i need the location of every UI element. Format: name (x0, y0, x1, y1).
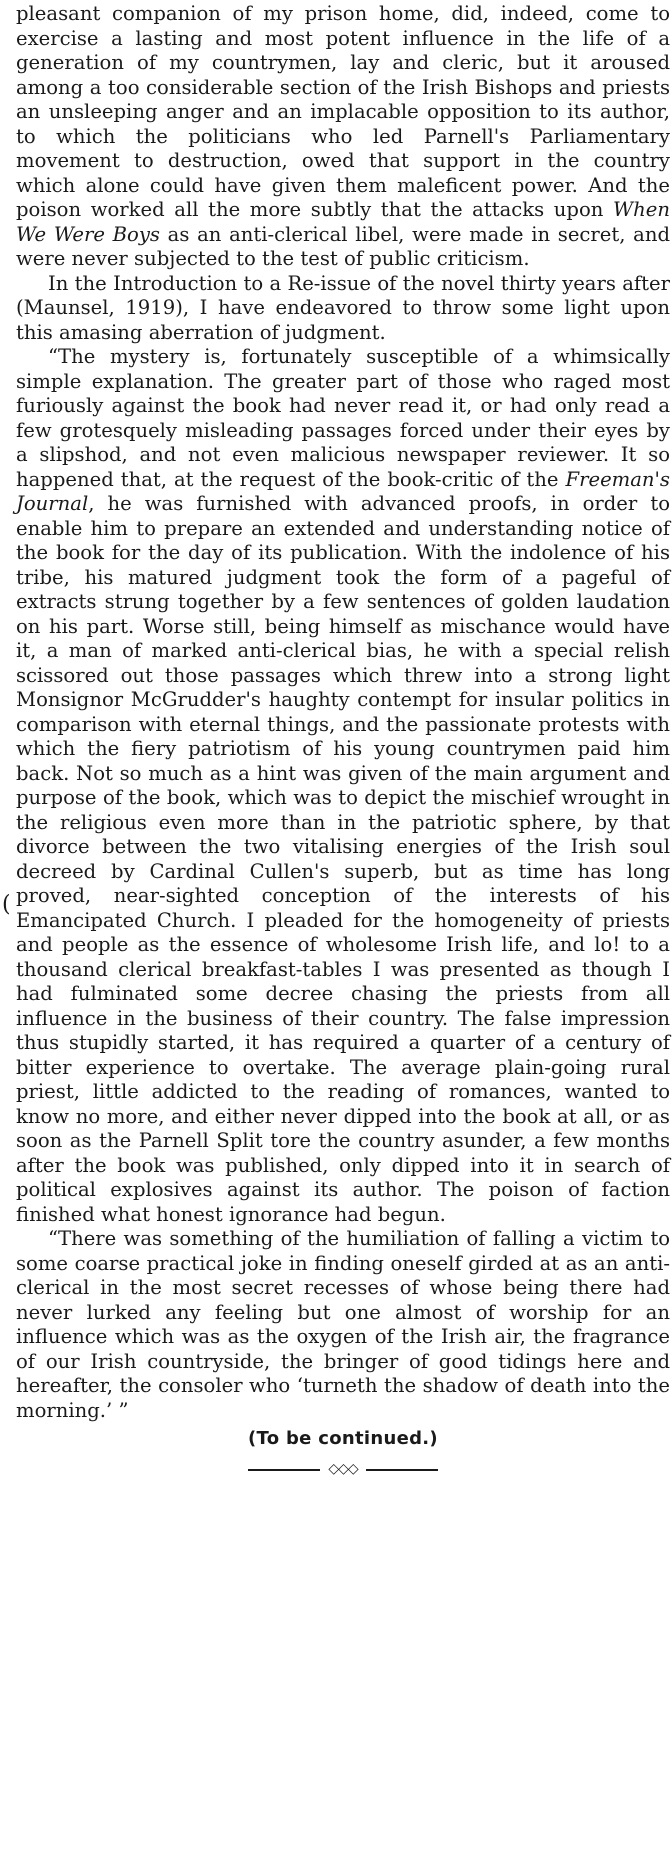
paragraph-text: pleasant companion of my prison home, did, indeed, come to exercise a lasting and most potent influence in the life of a generation of my countrymen, lay and cleric, but it aroused among a too considerable section of the Irish Bishops and priests an unsleeping anger and an implacable opposition to its author, to which the politicians who led Parnell's Parliamentary movement to destruction, owed that support in the country which alone could have given them maleficent power. And the poison worked all the more subtly that the attacks upon (16, 2, 670, 221)
divider-line-right (366, 1469, 438, 1471)
paragraph-quote-mystery (16, 345, 670, 1227)
paragraph-continuation (16, 2, 670, 272)
paragraph-text: “There was something of the humiliation of falling a victim to some coarse practical joke in finding oneself girded at as an anti-clerical in the most secret recesses of whose being there had never lurked any feeling but one almost of worship for an influence which was as the oxygen of the Irish air, the fragrance of our Irish countryside, the bringer of good tidings here and hereafter, the consoler who ‘turneth the shadow of death into the morning.’ ” (16, 1227, 670, 1422)
section-divider (248, 1462, 438, 1476)
paragraph-introduction (16, 272, 670, 346)
continued-note: (To be continued.) (248, 1428, 438, 1449)
diamond-ornament-icon: ◇◇◇ (328, 1460, 358, 1477)
margin-bracket-mark: ( (2, 892, 11, 917)
article-page (16, 2, 670, 1476)
journal-title: Freeman's Journal (16, 467, 670, 515)
divider-line-left (248, 1469, 320, 1471)
paragraph-text: “The mystery is, fortunately susceptible of a whimsically simple explanation. The greater part of those who raged most furiously against the book had never read it, or had only read a few grotesquely misleading passages forced under their eyes by a slipshod, and not even malicious newspaper reviewer. It so happened that, at the request of the book-critic of the (16, 345, 670, 491)
paragraph-text: as an anti-clerical libel, were made in secret, and were never subjected to the test of public criticism. (16, 222, 671, 270)
paragraph-text: In the Introduction to a Re-issue of the novel thirty years after (Maunsel, 1919), I have endeavored to throw some light upon this amasing aberration of judgment. (16, 271, 670, 344)
paragraph-text: , he was furnished with advanced proofs, in order to enable him to prepare an extended and understanding notice of the book for the day of its publication. With the indolence of his tribe, his matured judgment took the form of a pageful of extracts strung together by a few sentences of golden laudation on his part. Worse still, being himself as mischance would have it, a man of marked anti-clerical bias, he with a special relish scissored out those passages which threw into a strong light Monsignor McGrudder's haughty contempt for insular politics in comparison with eternal things, and the passionate protests with which the fiery patriotism of his young countrymen paid him back. Not so much as a hint was given of the main argument and purpose of the book, which was to depict the mischief wrought in the religious even more than in the patriotic sphere, by that divorce between the two vitalising energies of the Irish soul decreed by Cardinal Cullen's superb, but as time has long proved, near-sighted conception of the interests of his Emancipated Church. I pleaded for the homogeneity of priests and people as the essence of wholesome Irish life, and lo! to a thousand clerical breakfast-tables I was presented as though I had fulminated some decree chasing the priests from all influence in the business of their country. The false impression thus stupidly started, it has required a quarter of a century of bitter experience to overtake. The average plain-going rural priest, little addicted to the reading of romances, wanted to know no more, and either never dipped into the book at all, or as soon as the Parnell Split tore the country asunder, a few months after the book was published, only dipped into it in search of political explosives against its author. The poison of faction finished what honest ignorance had begun. (16, 492, 670, 1226)
paragraph-quote-humiliation (16, 1227, 670, 1423)
book-title: When We Were Boys (16, 198, 670, 246)
